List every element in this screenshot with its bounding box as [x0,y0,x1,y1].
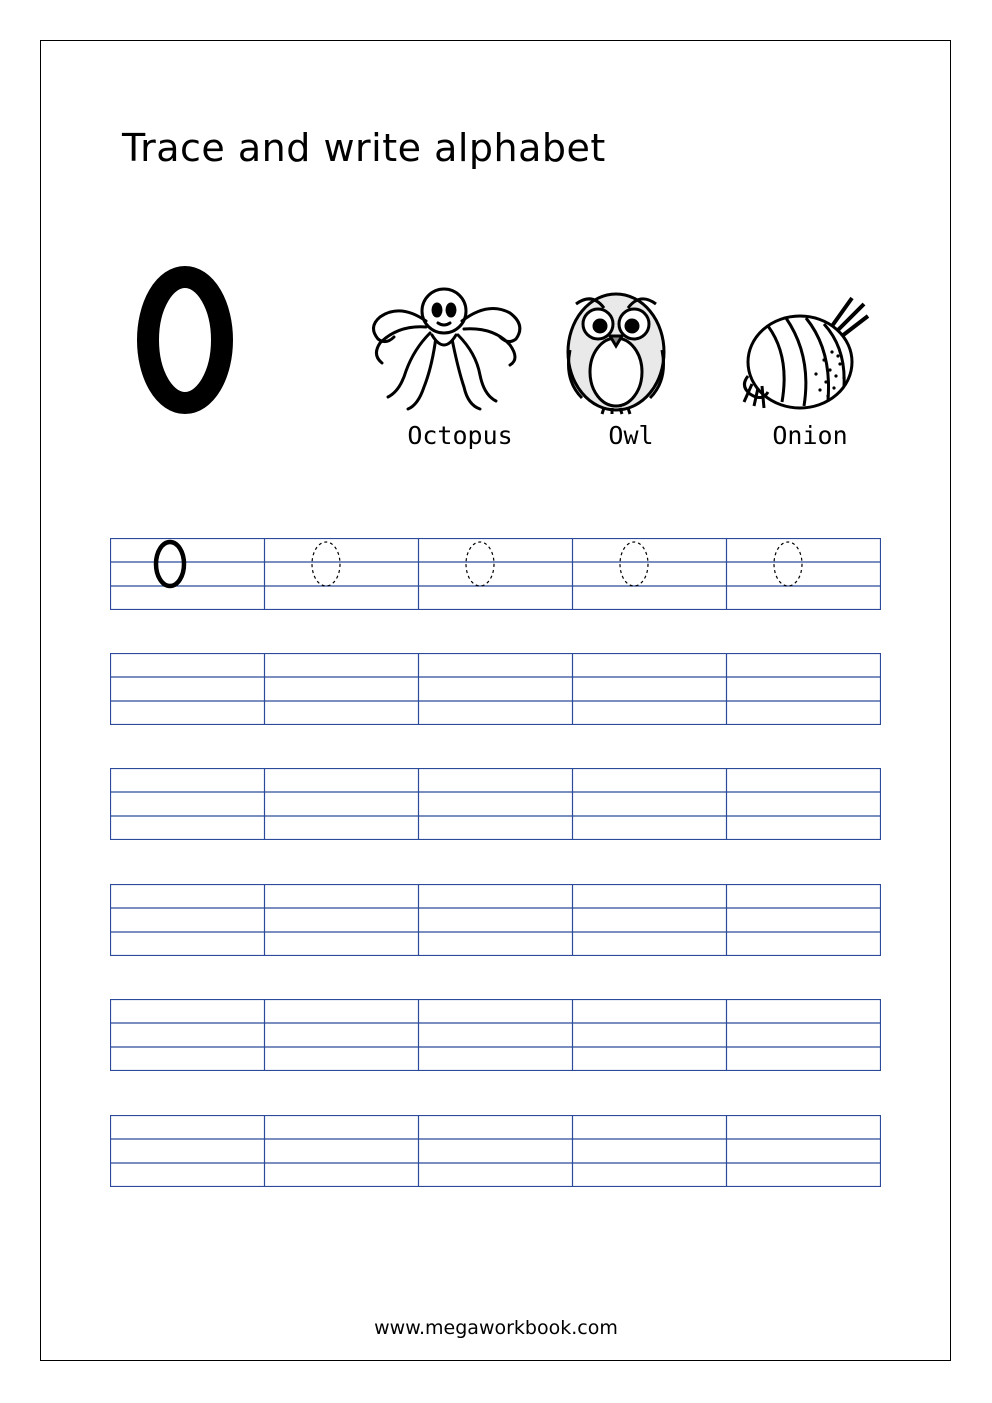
model-letter-o [156,542,184,586]
footer-website: www.megaworkbook.com [374,1317,618,1339]
practice-row-1 [110,538,881,610]
page-title: Trace and write alphabet [122,126,606,170]
big-letter-o [128,255,243,425]
picture-label-octopus: Octopus [407,421,513,450]
practice-row-2 [110,653,881,725]
owl-icon [562,280,670,415]
octopus-icon [360,283,532,415]
picture-label-onion: Onion [772,421,848,450]
practice-row-6 [110,1115,881,1187]
practice-row-5 [110,999,881,1071]
practice-row-4 [110,884,881,956]
trace-letter-o [774,542,802,586]
trace-letter-o [620,542,648,586]
trace-letter-o [312,542,340,586]
trace-letter-o [466,542,494,586]
picture-label-owl: Owl [608,421,654,450]
practice-row-3 [110,768,881,840]
onion-icon [740,290,875,412]
